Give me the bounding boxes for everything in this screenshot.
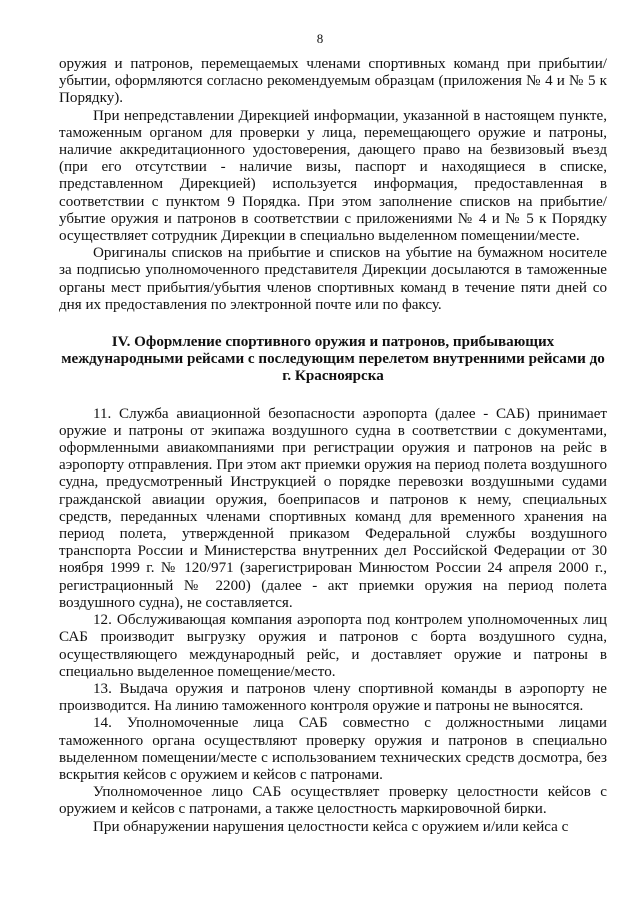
paragraph-11: 11. Служба авиационной безопасности аэропорта (далее - САБ) принимает оружие и патроны от экипажа воздушного судна в соответствии с документами, оформленными авиакомпаниями при регистрации оружия и патронов на рейс в аэропорту отправления. При этом акт приемки оружия на период полета воздушного судна, предусмотренный Инструкцией о порядке перевозки воздушными судами гражданской авиации оружия, боеприпасов и патронов к нему, специальных средств, переданных членами спортивных команд для временного хранения на период полета, утвержденной приказом Федеральной службы воздушного транспорта России и Министерства внутренних дел Российской Федерации от 30 ноября 1999 г. № 120/971 (зарегистрирован Минюстом России 24 апреля 2000 г., регистрационный № 2200) (далее - акт приемки оружия на период полета воздушного судна), не составляется.: [59, 405, 607, 611]
paragraph-violation: При обнаружении нарушения целостности кейса с оружием и/или кейса с: [93, 818, 569, 835]
paragraph-integrity-check: Уполномоченное лицо САБ осуществляет проверку целостности кейсов с оружием и кейсов с патронами, а также целостность маркировочной бирки.: [59, 784, 607, 818]
section-heading: IV. Оформление спортивного оружия и патронов, прибывающих международными рейсами с последующим перелетом внутренними рейсами до г. Красноярска: [61, 334, 605, 385]
paragraph-originals: Оригиналы списков на прибытие и списков на убытие на бумажном носителе за подписью уполномоченного представителя Дирекции досылаются в таможенные органы мест прибытия/убытия членов спортивных команд в течение пяти дней со дня их предоставления по электронной почте или по факсу.: [59, 245, 607, 313]
paragraph-14: 14. Уполномоченные лица САБ совместно с должностными лицами таможенного органа осуществляют проверку оружия и патронов в специально выделенном помещении/месте с использованием технических средств досмотра, без вскрытия кейсов с оружием и кейсов с патронами.: [59, 715, 607, 783]
paragraph-12: 12. Обслуживающая компания аэропорта под контролем уполномоченных лиц САБ производит выгрузку оружия и патронов с борта воздушного судна, осуществляющего международный рейс, и доставляет оружие и патроны в специально выделенное помещение/место.: [59, 612, 607, 680]
document-body: [59, 56, 607, 836]
paragraph-13: 13. Выдача оружия и патронов члену спортивной команды в аэропорту не производится. На линию таможенного контроля оружие и патроны не выносятся.: [59, 680, 607, 715]
paragraph-continuation: оружия и патронов, перемещаемых членами спортивных команд при прибытии/убытии, оформляются согласно рекомендуемым образцам (приложения № 4 и № 5 к Порядку).: [59, 56, 607, 107]
paragraph-nonsubmission: При непредставлении Дирекцией информации, указанной в настоящем пункте, таможенным органом для проверки у лица, перемещающего оружие и патроны, наличие аккредитационного удостоверения, дающего право на безвизовый въезд (при его отсутствии - наличие визы, паспорт и находящиеся в списке, представленном Дирекцией) используется информация, предоставленная в соответствии с пунктом 9 Порядка. При этом заполнение списков на прибытие/убытие оружия и патронов в соответствии с приложениями № 4 и № 5 к Порядку осуществляет сотрудник Дирекции в специально выделенном помещении/месте.: [59, 107, 607, 245]
page-number: 8: [316, 31, 324, 46]
